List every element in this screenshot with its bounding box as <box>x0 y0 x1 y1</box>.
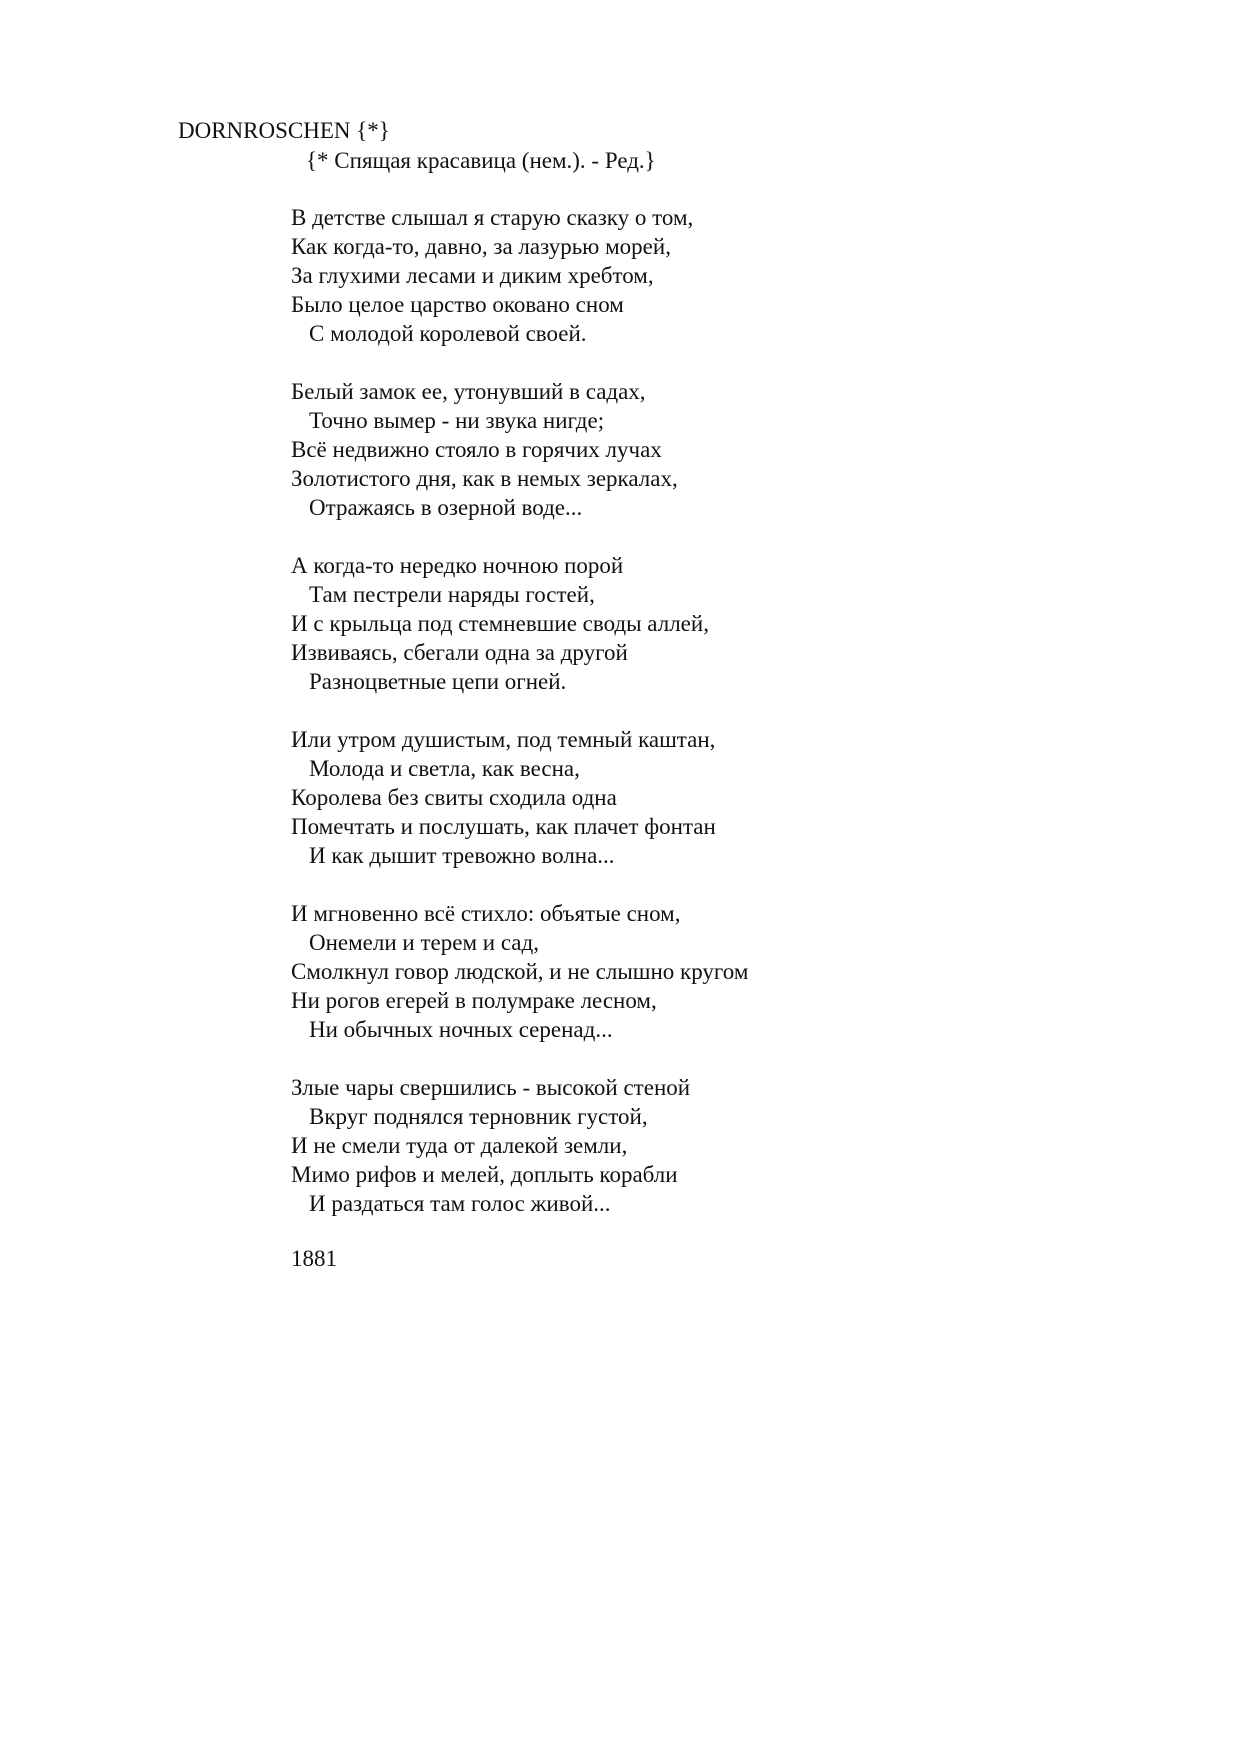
poem-line: А когда-то нередко ночною порой <box>291 553 624 578</box>
poem-line-indented: И раздаться там голос живой... <box>309 1191 611 1216</box>
poem-line-indented: Вкруг поднялся терновник густой, <box>309 1104 648 1129</box>
poem-line: И мгновенно всё стихло: объятые сном, <box>291 901 681 926</box>
poem-line-indented: Разноцветные цепи огней. <box>309 669 567 694</box>
poem-title: DORNROSCHEN {*} <box>178 118 390 143</box>
poem-line-indented: Там пестрели наряды гостей, <box>309 582 595 607</box>
stanza <box>291 1073 1191 1218</box>
poem-line-indented: И как дышит тревожно волна... <box>309 843 615 868</box>
stanza <box>291 203 1191 348</box>
poem-line-indented: Онемели и терем и сад, <box>309 930 539 955</box>
poem-line: В детстве слышал я старую сказку о том, <box>291 205 694 230</box>
poem-line: Было целое царство оковано сном <box>291 292 624 317</box>
poem-line: Всё недвижно стояло в горячих лучах <box>291 437 662 462</box>
poem-line: И не смели туда от далекой земли, <box>291 1133 628 1158</box>
poem-line-indented: Молода и светла, как весна, <box>309 756 580 781</box>
poem-line: Как когда-то, давно, за лазурью морей, <box>291 234 671 259</box>
poem-line: Ни рогов егерей в полумраке лесном, <box>291 988 657 1013</box>
stanza <box>291 377 1191 522</box>
poem-year: 1881 <box>291 1246 337 1271</box>
poem-body <box>291 203 1191 1247</box>
poem-line: Злые чары свершились - высокой стеной <box>291 1075 691 1100</box>
poem-line: И с крыльца под стемневшие своды аллей, <box>291 611 709 636</box>
footnote: {* Спящая красавица (нем.). - Ред.} <box>306 148 656 173</box>
poem-line: Белый замок ее, утонувший в садах, <box>291 379 646 404</box>
poem-line: Мимо рифов и мелей, доплыть корабли <box>291 1162 678 1187</box>
poem-line-indented: С молодой королевой своей. <box>309 321 587 346</box>
poem-line-indented: Отражаясь в озерной воде... <box>309 495 583 520</box>
poem-line: За глухими лесами и диким хребтом, <box>291 263 654 288</box>
stanza <box>291 551 1191 696</box>
poem-line-indented: Точно вымер - ни звука нигде; <box>309 408 605 433</box>
poem-line: Королева без свиты сходила одна <box>291 785 617 810</box>
poem-line: Помечтать и послушать, как плачет фонтан <box>291 814 716 839</box>
stanza <box>291 899 1191 1044</box>
poem-line: Или утром душистым, под темный каштан, <box>291 727 716 752</box>
poem-line: Извиваясь, сбегали одна за другой <box>291 640 628 665</box>
poem-line: Золотистого дня, как в немых зеркалах, <box>291 466 678 491</box>
poem-line: Смолкнул говор людской, и не слышно кругом <box>291 959 749 984</box>
poem-line-indented: Ни обычных ночных серенад... <box>309 1017 613 1042</box>
stanza <box>291 725 1191 870</box>
